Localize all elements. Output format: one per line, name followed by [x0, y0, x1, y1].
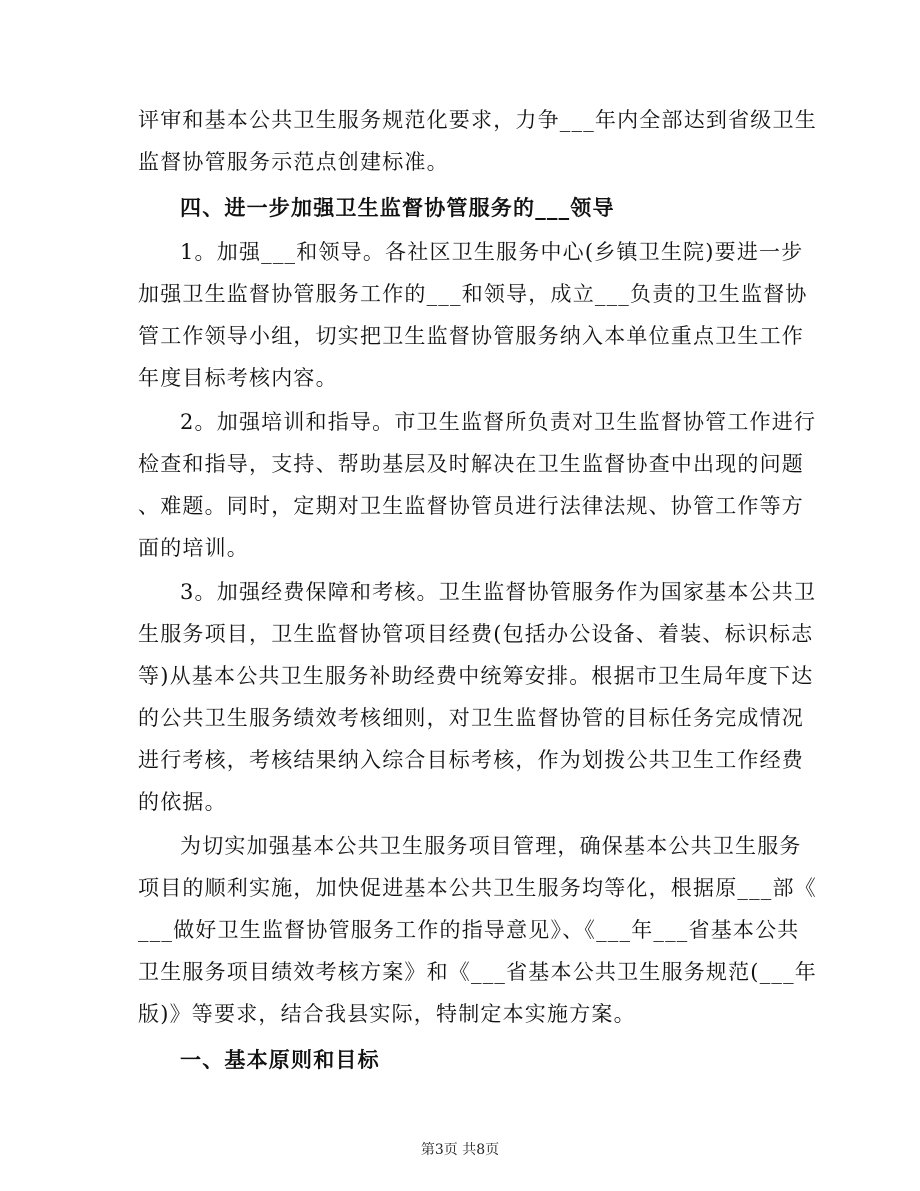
text-line: 1。加强___和领导。各社区卫生服务中心(乡镇卫生院)要进一步 — [180, 240, 804, 264]
text-line: 2。加强培训和指导。市卫生监督所负责对卫生监督协管工作进行 — [180, 410, 817, 434]
text-line: 项目的顺利实施，加快促进基本公共卫生服务均等化，根据原___部《 — [138, 876, 817, 900]
text-line: 为切实加强基本公共卫生服务项目管理，确保基本公共卫生服务 — [180, 834, 802, 858]
text-line: 、难题。同时，定期对卫生监督协管员进行法律法规、协管工作等方 — [138, 494, 804, 518]
text-line: 加强卫生监督协管服务工作的___和领导，成立___负责的卫生监督协 — [138, 282, 808, 306]
text-line: ___做好卫生监督协管服务工作的指导意见》、《___年___省基本公共 — [138, 918, 800, 942]
section-heading: 四、进一步加强卫生监督协管服务的___领导 — [180, 195, 615, 220]
text-line: 进行考核，考核结果纳入综合目标考核，作为划拨公共卫生工作经费 — [138, 748, 804, 772]
text-line: 检查和指导，支持、帮助基层及时解决在卫生监督协查中出现的问题 — [138, 452, 804, 476]
page-number-footer: 第3页 共8页 — [420, 1142, 500, 1158]
text-line: 3。加强经费保障和考核。卫生监督协管服务作为国家基本公共卫 — [180, 580, 817, 604]
text-line: 面的培训。 — [138, 536, 249, 560]
text-line: 等)从基本公共卫生服务补助经费中统筹安排。根据市卫生局年度下达 — [138, 664, 814, 688]
text-line: 管工作领导小组，切实把卫生监督协管服务纳入本单位重点卫生工作 — [138, 324, 804, 348]
text-line: 生服务项目，卫生监督协管项目经费(包括办公设备、着装、标识标志 — [138, 622, 814, 646]
text-line: 年度目标考核内容。 — [138, 366, 338, 390]
text-line: 版)》等要求，结合我县实际，特制定本实施方案。 — [138, 1002, 636, 1026]
section-heading: 一、基本原则和目标 — [180, 1047, 380, 1072]
text-line: 评审和基本公共卫生服务规范化要求，力争___年内全部达到省级卫生 — [138, 108, 817, 132]
text-line: 监督协管服务示范点创建标准。 — [138, 150, 449, 174]
text-line: 卫生服务项目绩效考核方案》和《___省基本公共卫生服务规范(___年 — [138, 960, 817, 984]
text-line: 的公共卫生服务绩效考核细则，对卫生监督协管的目标任务完成情况 — [138, 706, 804, 730]
text-line: 的依据。 — [138, 790, 227, 814]
